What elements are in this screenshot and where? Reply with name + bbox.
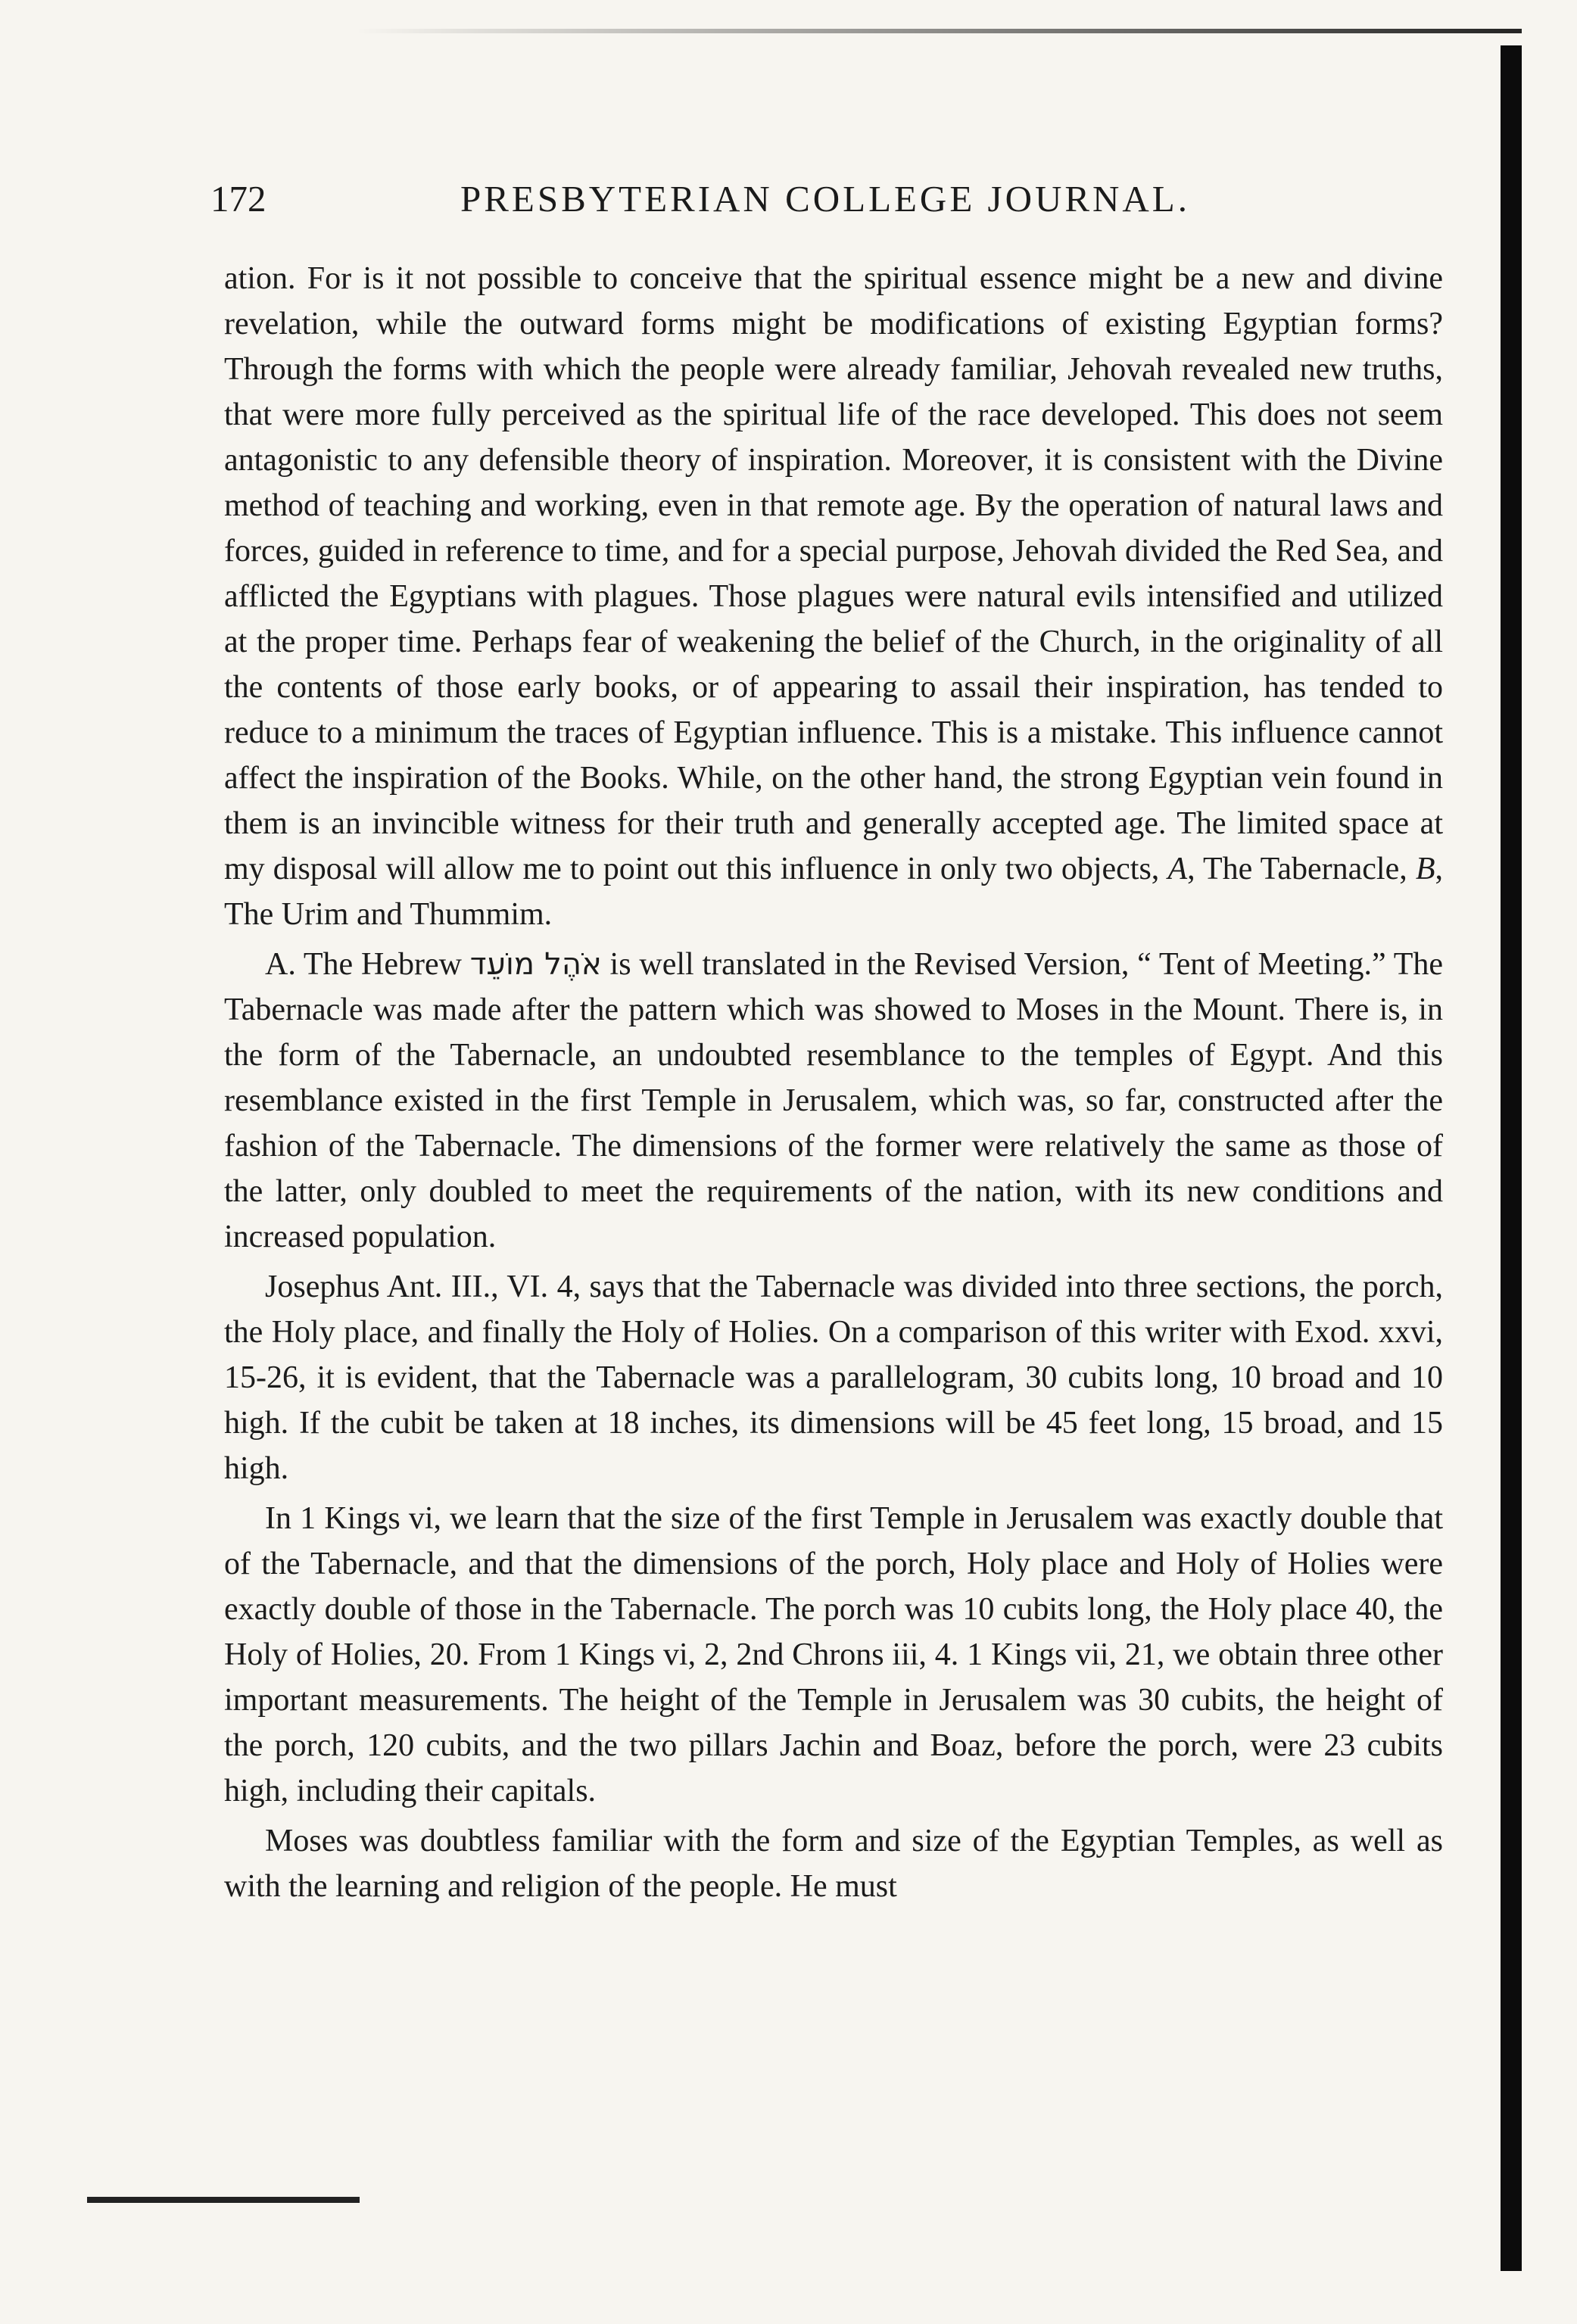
page-header xyxy=(210,177,1452,238)
paragraph-1: ation. For is it not possible to conceive that the spiritual essence might be a new and divine revelation, while the outward forms might be modifications of existing Egyptian forms? Through the forms with which the people were already familiar, Jehovah revealed new truths, that were more fully perceived as the spiritual life of the race developed. This does not seem antagonistic to any defensible theory of inspiration. Moreover, it is consistent with the Divine method of teaching and working, even in that remote age. By the operation of natural laws and forces, guided in reference to time, and for a special purpose, Jehovah divided the Red Sea, and afflicted the Egyptians with plagues. Those plagues were natural evils intensified and utilized at the proper time. Perhaps fear of weakening the belief of the Church, in the originality of all the contents of those early books, or of appearing to assail their inspiration, has tended to reduce to a minimum the traces of Egyptian influence. This is a mistake. This influence cannot affect the inspiration of the Books. While, on the other hand, the strong Egyptian vein found in them is an invincible witness for their truth and generally accepted age. The limited space at my disposal will allow me to point out this influence in only two objects, A, The Tabernacle, B, The Urim and Thummim. xyxy=(224,261,1443,932)
bottom-edge-rule xyxy=(87,2197,360,2203)
page-right-edge-shadow xyxy=(1501,45,1522,2271)
hebrew-phrase: אֹהֶל מוֹעֵד xyxy=(469,947,602,982)
paragraph-5: Moses was doubtless familiar with the form and size of the Egyptian Temples, as well as with the learning and religion of the people. He must xyxy=(224,1824,1443,1904)
paragraph-2: A. The Hebrew אֹהֶל מוֹעֵד is well translated in the Revised Version, “ Tent of Meeting.” The Tabernacle was made after the pattern which was showed to Moses in the Mount. There is, in the form of the Tabernacle, an undoubted resemblance to the temples of Egypt. And this resemblance existed in the first Temple in Jerusalem, which was, so far, constructed after the fashion of the Tabernacle. The dimensions of the former were relatively the same as those of the latter, only doubled to meet the requirements of the nation, with its new conditions and increased population. xyxy=(224,947,1443,1254)
running-head: PRESBYTERIAN COLLEGE JOURNAL. xyxy=(460,178,1190,220)
page-number: 172 xyxy=(210,178,266,220)
label-b: B xyxy=(1415,852,1435,886)
paragraph-4: In 1 Kings vi, we learn that the size of the first Temple in Jerusalem was exactly double that of the Tabernacle, and that the dimensions of the porch, Holy place and Holy of Holies were exactly double of those in the Tabernacle. The porch was 10 cubits long, the Holy place 40, the Holy of Holies, 20. From 1 Kings vi, 2, 2nd Chrons iii, 4. 1 Kings vii, 21, we obtain three other important measurements. The height of the Temple in Jerusalem was 30 cubits, the height of the porch, 120 cubits, and the two pillars Jachin and Boaz, before the porch, were 23 cubits high, including their capitals. xyxy=(224,1501,1443,1808)
label-a: A xyxy=(1167,852,1188,886)
body-text xyxy=(224,256,1443,1914)
top-edge-rule xyxy=(356,29,1522,33)
paragraph-3: Josephus Ant. III., VI. 4, says that the Tabernacle was divided into three sections, the porch, the Holy place, and finally the Holy of Holies. On a comparison of this writer with Exod. xxvi, 15-26, it is evident, that the Tabernacle was a parallelogram, 30 cubits long, 10 broad and 10 high. If the cubit be taken at 18 inches, its dimensions will be 45 feet long, 15 broad, and 15 high. xyxy=(224,1269,1443,1486)
